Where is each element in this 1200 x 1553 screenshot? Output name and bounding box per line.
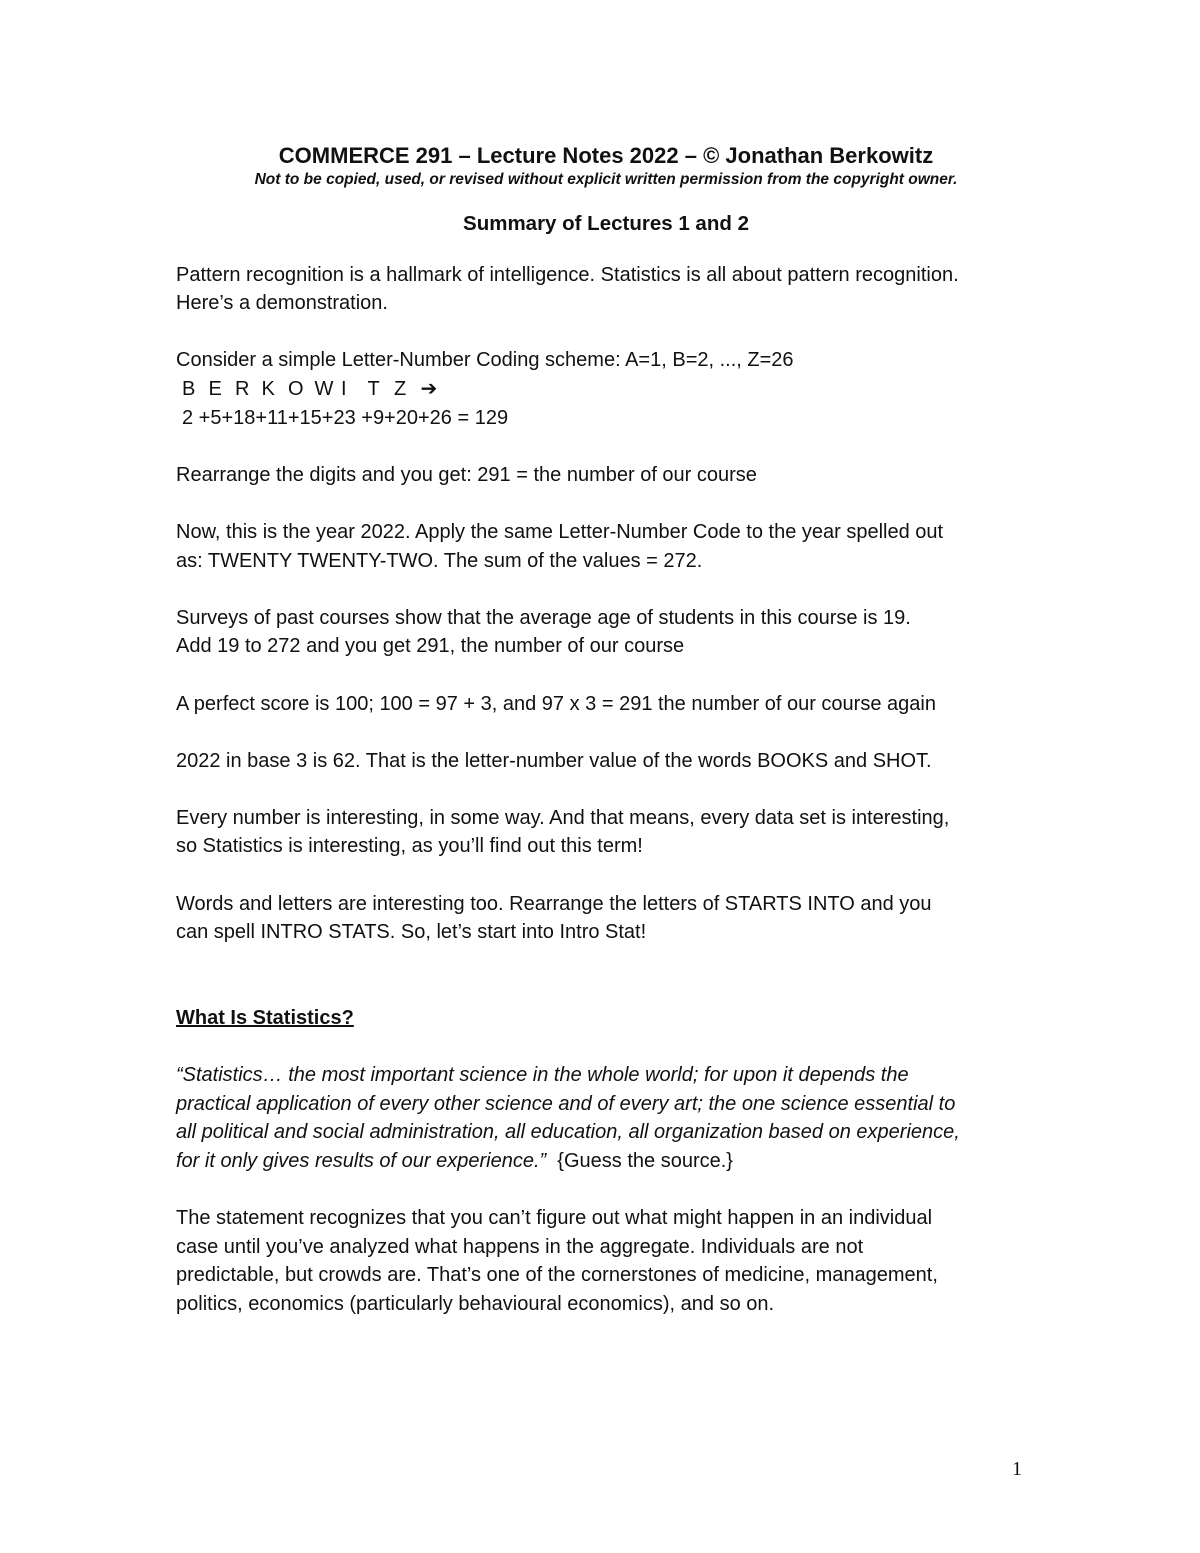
letter-e: E: [208, 377, 222, 400]
perfect-score-paragraph: A perfect score is 100; 100 = 97 + 3, and 97 x 3 = 291 the number of our course again: [176, 692, 936, 715]
rearrange-paragraph: Rearrange the digits and you get: 291 = the number of our course: [176, 463, 757, 486]
surveys-line-1: Surveys of past courses show that the average age of students in this course is 19.: [176, 606, 911, 629]
words-letters-line-1: Words and letters are interesting too. Rearrange the letters of STARTS INTO and you: [176, 892, 932, 915]
every-number-paragraph: [176, 804, 1036, 861]
statement-line-3: predictable, but crowds are. That’s one of the cornerstones of medicine, management,: [176, 1264, 938, 1287]
document-title: COMMERCE 291 – Lecture Notes 2022 – © Jonathan Berkowitz: [278, 143, 934, 168]
words-letters-line-2: can spell INTRO STATS. So, let’s start into Intro Stat!: [176, 921, 647, 944]
letter-w: W: [314, 377, 334, 400]
letter-sequence: [176, 375, 1036, 404]
letter-b: B: [182, 377, 196, 400]
intro-line-2: Here’s a demonstration.: [176, 292, 388, 315]
copyright-notice: Not to be copied, used, or revised without explicit written permission from the copyright owner.: [254, 171, 958, 188]
quote-line-1: “Statistics… the most important science in the whole world; for upon it depends the: [176, 1064, 909, 1087]
quote-line-4-text: for it only gives results of our experience.”: [176, 1149, 547, 1172]
page-content: [176, 142, 1036, 1347]
quote-paragraph: [176, 1061, 1036, 1175]
quote-line-3: all political and social administration, all education, all organization based on experience,: [176, 1121, 960, 1144]
letter-t: T: [367, 377, 380, 400]
every-number-line-2: so Statistics is interesting, as you’ll find out this term!: [176, 835, 643, 858]
every-number-line-1: Every number is interesting, in some way. And that means, every data set is interesting,: [176, 806, 950, 829]
surveys-paragraph: [176, 604, 1036, 661]
quote-line-4: [176, 1147, 1036, 1176]
letter-o: O: [288, 377, 304, 400]
summary-heading: Summary of Lectures 1 and 2: [463, 212, 749, 235]
coding-paragraph: [176, 346, 1036, 432]
quote-source-hint: {Guess the source.}: [557, 1149, 733, 1172]
page-number: 1: [1012, 1458, 1022, 1480]
intro-line-1: Pattern recognition is a hallmark of intelligence. Statistics is all about pattern recognition.: [176, 263, 959, 286]
base3-paragraph: 2022 in base 3 is 62. That is the letter-number value of the words BOOKS and SHOT.: [176, 749, 932, 772]
letter-i: I: [341, 377, 347, 400]
year-code-paragraph: [176, 518, 1036, 575]
statement-line-1: The statement recognizes that you can’t figure out what might happen in an individual: [176, 1207, 933, 1229]
letter-sum-line: 2 +5+18+11+15+23 +9+20+26 = 129: [182, 406, 509, 429]
statement-paragraph: [176, 1204, 1036, 1318]
right-arrow-icon: ➔: [420, 377, 438, 400]
year-code-line-1: Now, this is the year 2022. Apply the same Letter-Number Code to the year spelled out: [176, 520, 944, 543]
letter-z: Z: [394, 377, 407, 400]
surveys-line-2: Add 19 to 272 and you get 291, the number of our course: [176, 635, 685, 658]
words-letters-paragraph: [176, 890, 1036, 947]
statement-line-2: case until you’ve analyzed what happens in the aggregate. Individuals are not: [176, 1235, 864, 1258]
letter-k: K: [261, 377, 275, 400]
quote-line-2: practical application of every other science and of every art; the one science essential to: [176, 1092, 956, 1115]
coding-scheme-line: Consider a simple Letter-Number Coding scheme: A=1, B=2, ..., Z=26: [176, 349, 794, 372]
intro-paragraph: [176, 261, 1036, 318]
year-code-line-2: as: TWENTY TWENTY-TWO. The sum of the values = 272.: [176, 549, 703, 572]
statement-line-4: politics, economics (particularly behavioural economics), and so on.: [176, 1292, 775, 1315]
section-heading-what-is-statistics: What Is Statistics?: [176, 1006, 354, 1029]
letter-r: R: [235, 377, 250, 400]
